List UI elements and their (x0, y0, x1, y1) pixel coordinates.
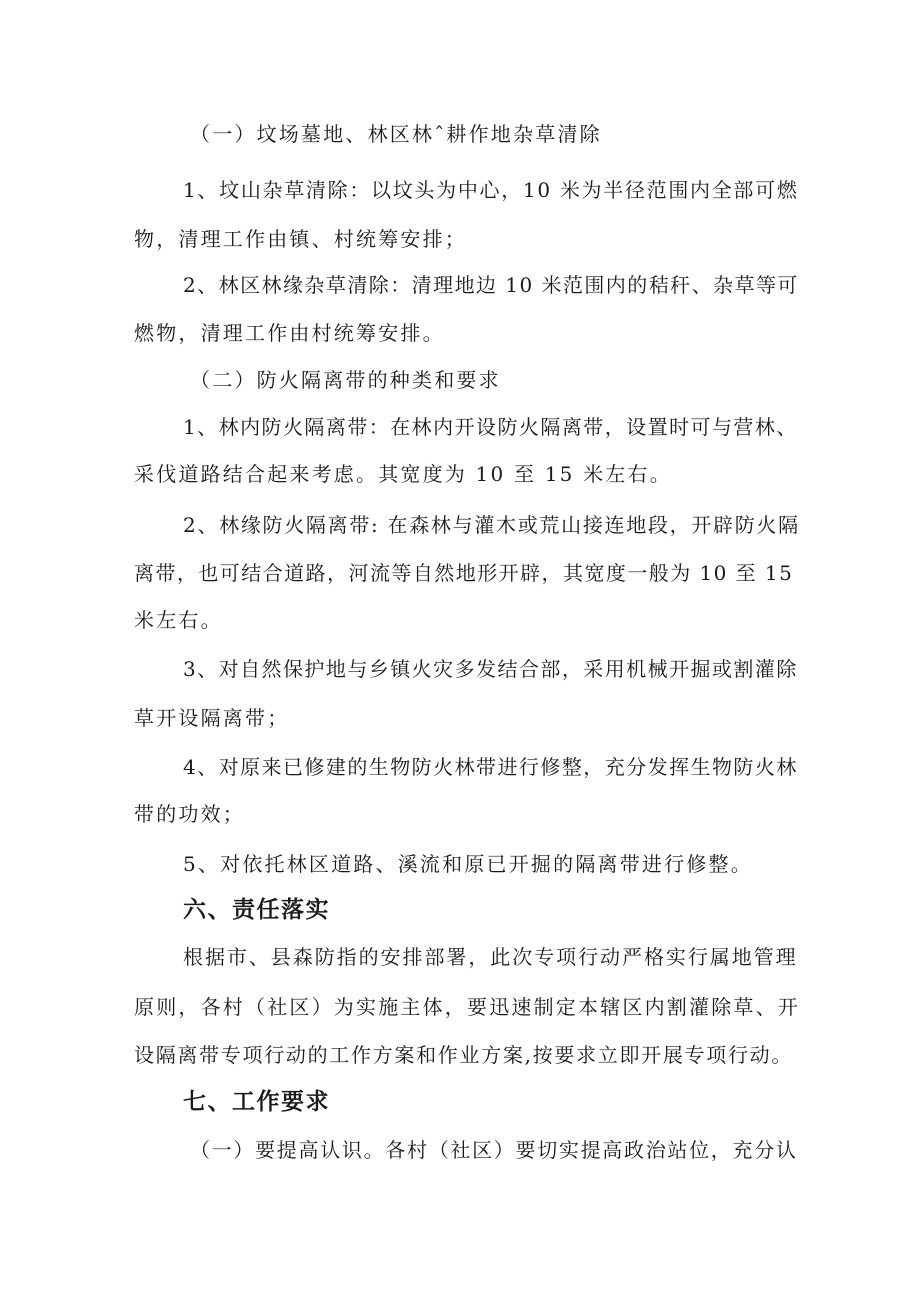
paragraph-line: 1、坟山杂草清除：以坟头为中心，10 米为半径范围内全部可燃 (183, 178, 799, 202)
paragraph-line: 4、对原来已修建的生物防火林带进行修整，充分发挥生物防火林 (183, 755, 798, 779)
paragraph-line: 1、林内防火隔离带：在林内开设防火隔离带，设置时可与营林、 (183, 415, 798, 439)
paragraph-line: 草开设隔离带； (134, 706, 290, 730)
paragraph-line: 原则，各村（社区）为实施主体，要迅速制定本辖区内割灌除草、开 (134, 995, 800, 1019)
section-heading-responsibility: 六、责任落实 (183, 897, 330, 923)
paragraph-line: 3、对自然保护地与乡镇火灾多发结合部，采用机械开掘或割灌除 (183, 657, 798, 681)
paragraph-line: 设隔离带专项行动的工作方案和作业方案,按要求立即开展专项行动。 (134, 1043, 794, 1067)
paragraph-line: 5、对依托林区道路、溪流和原已开掘的隔离带进行修整。 (183, 852, 753, 876)
subheading-firebreak-types: （二）防火隔离带的种类和要求 (190, 368, 501, 392)
paragraph-line: 物，清理工作由镇、村统筹安排； (134, 227, 467, 251)
paragraph-line: 2、林区林缘杂草清除：清理地边 10 米范围内的秸秆、杂草等可 (183, 273, 799, 297)
paragraph-line: 根据市、县森防指的安排部署，此次专项行动严格实行属地管理 (183, 945, 798, 969)
paragraph-line: 2、林缘防火隔离带: 在森林与灌木或荒山接连地段，开辟防火隔 (183, 513, 800, 537)
paragraph-line: （一）要提高认识。各村（社区）要切实提高政治站位，充分认 (190, 1138, 798, 1162)
subheading-burial-ground-weeding: （一）坟场墓地、林区林ˆ耕作地杂草清除 (190, 122, 602, 146)
paragraph-line: 带的功效； (134, 802, 245, 826)
paragraph-line: 米左右。 (134, 608, 223, 632)
section-heading-work-requirements: 七、工作要求 (183, 1089, 330, 1115)
paragraph-line: 燃物，清理工作由村统筹安排。 (134, 321, 445, 345)
paragraph-line: 采伐道路结合起来考虑。其宽度为 10 至 15 米左右。 (134, 462, 672, 486)
paragraph-line: 离带，也可结合道路，河流等自然地形开辟，其宽度一般为 10 至 15 (134, 561, 794, 585)
